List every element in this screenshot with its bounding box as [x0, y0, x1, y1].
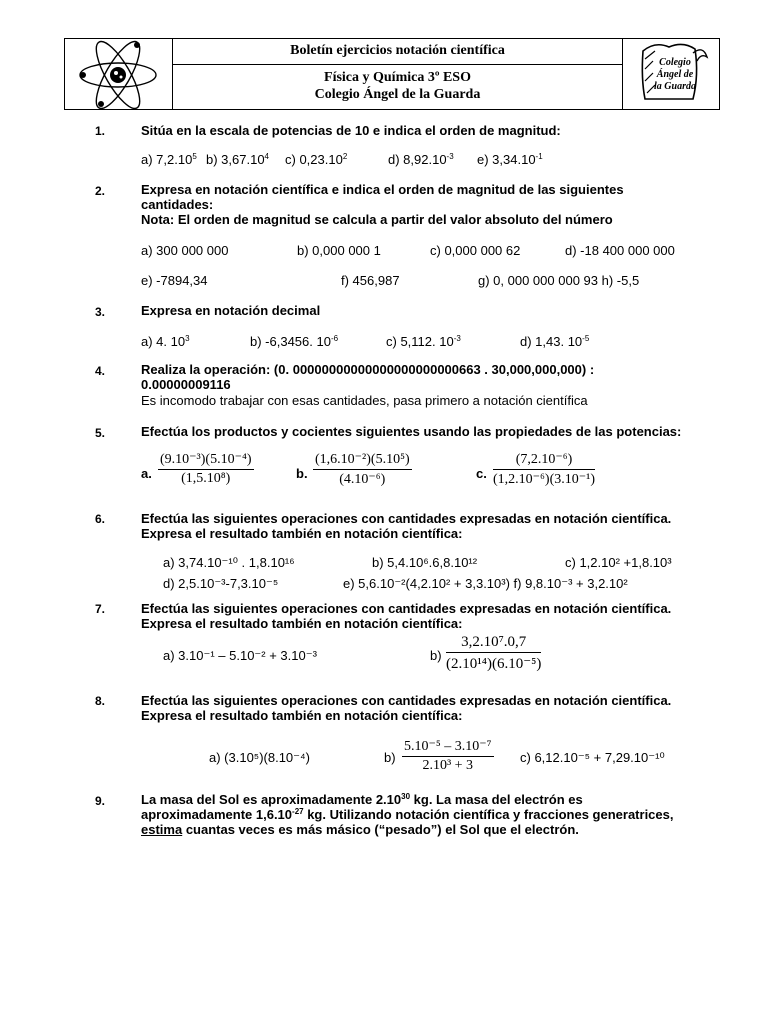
q8-fraction-b [402, 738, 494, 774]
q7-fraction-b [446, 634, 541, 673]
question-number: 4. [95, 364, 106, 378]
q8-b-denominator: 2.10³ + 3 [422, 758, 474, 773]
q8-b-numerator: 5.10⁻⁵ – 3.10⁻⁷ [402, 738, 494, 757]
header-box [64, 38, 720, 110]
q5-fraction-b [313, 451, 412, 488]
question-7-line-2: Expresa el resultado también en notación científica: [141, 616, 463, 631]
question-5-text: Efectúa los productos y cocientes siguientes usando las propiedades de las potencias: [141, 424, 682, 439]
q2-item-a: a) 300 000 000 [141, 243, 229, 258]
question-1-text: Sitúa en la escala de potencias de 10 e indica el orden de magnitud: [141, 123, 561, 138]
question-2-line-2: cantidades: [141, 197, 214, 212]
school-logo [622, 39, 719, 109]
q1-item-c: c) 0,23.10$^2$ [285, 152, 348, 167]
q8-item-c: c) 6,12.10⁻⁵ + 7,29.10⁻¹⁰ [520, 750, 665, 765]
q6-item-b: b) 5,4.10⁶.6,8.10¹² [372, 555, 478, 570]
question-number: 8. [95, 694, 106, 708]
atom-icon [65, 39, 172, 109]
q8-item-a: a) (3.10⁵)(8.10⁻⁴) [209, 750, 310, 765]
question-9-line-2: aproximadamente $1,6.10^{-27}$ kg. Utilizando notación científica y fracciones generatrices, [141, 807, 674, 822]
q2-item-f: f) 456,987 [341, 273, 400, 288]
question-3-text: Expresa en notación decimal [141, 303, 321, 318]
q3-item-b: b) -6,3456. $10^{-6}$ [250, 334, 339, 349]
q6-item-a: a) 3,74.10⁻¹⁰ . 1,8.10¹⁶ [163, 555, 295, 570]
q5-b-denominator: (4.10⁻⁶) [339, 472, 386, 487]
q5-fraction-c [493, 451, 595, 488]
question-2-note: Nota: El orden de magnitud se calcula a partir del valor absoluto del número [141, 212, 613, 227]
q3-item-d: d) 1,43. $10^{-5}$ [520, 334, 590, 349]
q5-label-c: c. [476, 466, 487, 481]
q1-item-d: d) $8,92.10^{-3}$ [388, 152, 454, 167]
q5-label-b: b. [296, 466, 308, 481]
logo-line-1: Colegio [659, 57, 691, 68]
q1-item-e: e) $3,34.10^{-1}$ [477, 152, 543, 167]
q1-item-b: b) 3,67.10$^4$ [206, 152, 269, 167]
q3-item-a: a) 4. $10^3$ [141, 334, 190, 349]
atom-logo [65, 39, 173, 109]
q7-label-b: b) [430, 648, 442, 663]
question-6-line-1: Efectúa las siguientes operaciones con cantidades expresadas en notación científica. [141, 511, 672, 526]
question-8-line-2: Expresa el resultado también en notación científica: [141, 708, 463, 723]
question-9-line-3: estima cuantas veces es más másico (“pesado”) el Sol que el electrón. [141, 822, 579, 837]
q5-c-numerator: (7,2.10⁻⁶) [493, 451, 595, 470]
q6-item-c: c) 1,2.10² +1,8.10³ [565, 555, 672, 570]
logo-line-3: la Guarda [654, 81, 696, 92]
q7-b-numerator: 3,2.10⁷.0,7 [446, 634, 541, 653]
q5-b-numerator: (1,6.10⁻²)(5.10⁵) [313, 451, 412, 470]
header-divider [173, 64, 622, 65]
question-number: 9. [95, 794, 106, 808]
question-4-line-2: 0.00000009116 [141, 377, 231, 392]
q5-a-denominator: (1,5.10⁸) [181, 471, 231, 486]
q6-item-d: d) 2,5.10⁻³-7,3.10⁻⁵ [163, 576, 279, 591]
q2-item-d: d) -18 400 000 000 [565, 243, 675, 258]
q3-item-c: c) 5,112. $10^{-3}$ [386, 334, 461, 349]
q2-item-e: e) -7894,34 [141, 273, 208, 288]
q6-item-e-f: e) 5,6.10⁻²(4,2.10² + 3,3.10³) f) 9,8.10⁻³ + 3,2.10² [343, 576, 628, 591]
question-number: 7. [95, 602, 106, 616]
question-7-line-1: Efectúa las siguientes operaciones con cantidades expresadas en notación científica. [141, 601, 672, 616]
school-name: Colegio Ángel de la Guarda [314, 87, 481, 102]
q5-fraction-a [158, 451, 254, 487]
question-4-line-1: Realiza la operación: (0. 00000000000000000000000663 . 30,000,000,000) : [141, 362, 595, 377]
question-number: 2. [95, 184, 106, 198]
question-9-line-1: La masa del Sol es aproximadamente 2.10$^{30}$ kg. La masa del electrón es [141, 792, 583, 807]
q8-label-b: b) [384, 750, 396, 765]
q2-item-c: c) 0,000 000 62 [430, 243, 521, 258]
q2-item-g: g) 0, 000 000 000 93 h) -5,5 [478, 273, 640, 288]
question-number: 5. [95, 426, 106, 440]
q5-a-numerator: (9.10⁻³)(5.10⁻⁴) [158, 451, 254, 470]
document-subtitle [173, 69, 622, 103]
q7-item-a: a) 3.10⁻¹ – 5.10⁻² + 3.10⁻³ [163, 648, 317, 663]
question-6-line-2: Expresa el resultado también en notación científica: [141, 526, 463, 541]
q7-b-denominator: (2.10¹⁴)(6.10⁻⁵) [446, 656, 542, 672]
question-number: 1. [95, 124, 106, 138]
question-number: 3. [95, 305, 106, 319]
q5-label-a: a. [141, 466, 152, 481]
q2-item-b: b) 0,000 000 1 [297, 243, 381, 258]
question-8-line-1: Efectúa las siguientes operaciones con cantidades expresadas en notación científica. [141, 693, 672, 708]
q1-item-a: a) 7,2.10$^5$ [141, 152, 197, 167]
school-crest-icon [623, 39, 719, 109]
question-4-hint: Es incomodo trabajar con esas cantidades, pasa primero a notación científica [141, 393, 588, 408]
document-title: Boletín ejercicios notación científica [290, 43, 505, 58]
question-2-line-1: Expresa en notación científica e indica el orden de magnitud de las siguientes [141, 182, 624, 197]
course-name: Física y Química 3º ESO [324, 70, 471, 85]
question-number: 6. [95, 512, 106, 526]
logo-line-2: Ángel de [656, 69, 694, 80]
q5-c-denominator: (1,2.10⁻⁶)(3.10⁻¹) [493, 472, 596, 487]
